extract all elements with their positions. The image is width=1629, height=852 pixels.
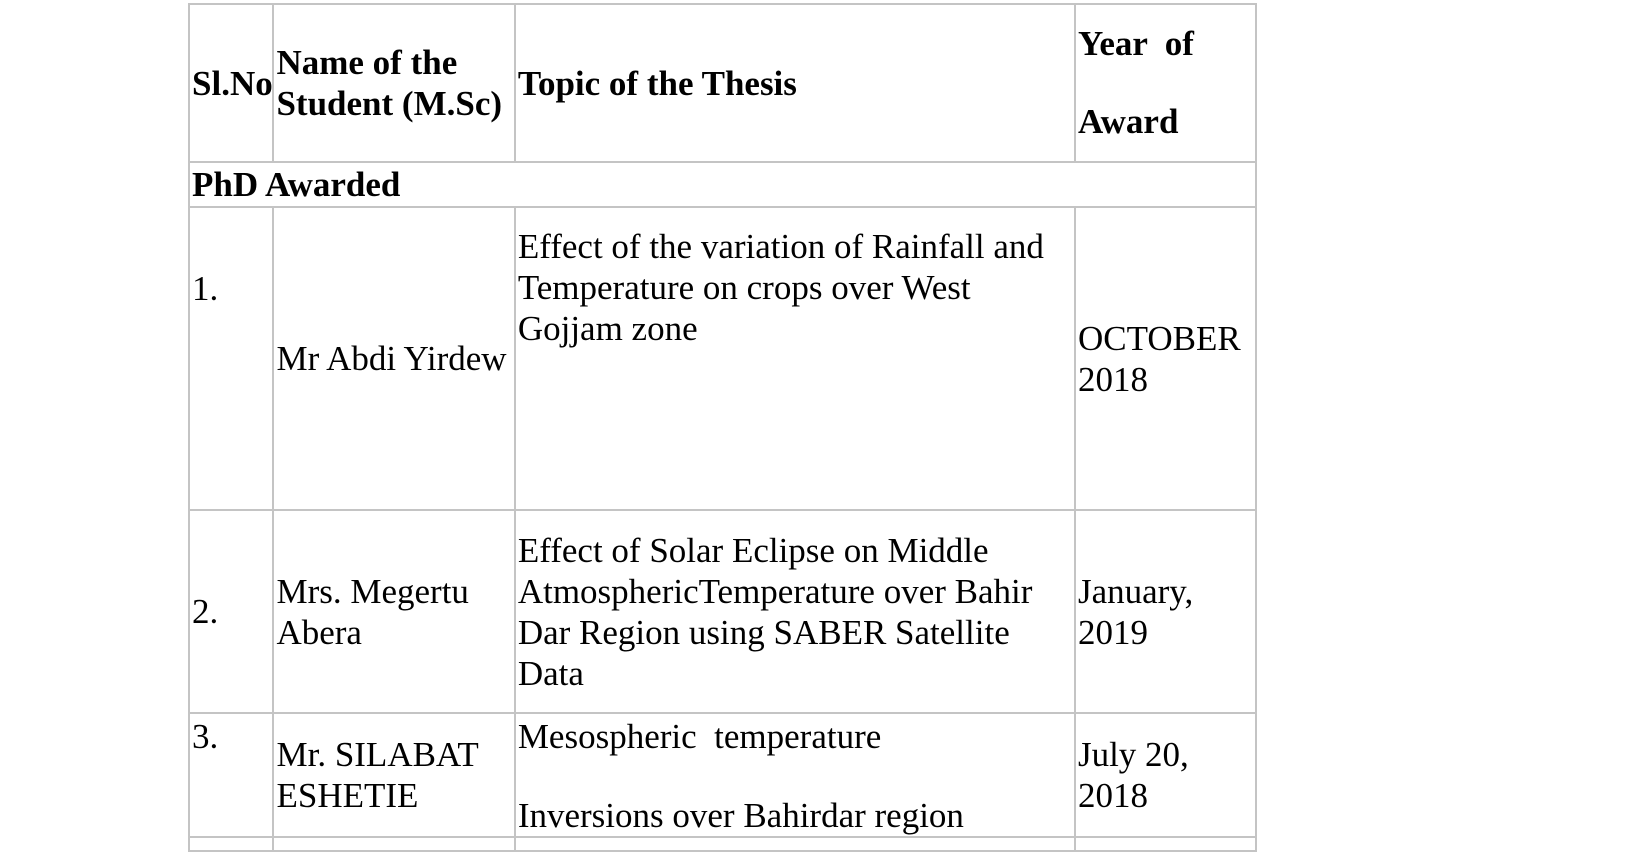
header-year-line2: Award [1077,102,1179,141]
row-student-name [273,713,514,837]
row-student-name-text: Mr Abdi Yirdew [276,339,507,378]
header-year-line1: Year of [1077,24,1194,63]
row-year-text: July 20, 2018 [1077,735,1189,815]
header-topic-text: Topic of the Thesis [517,63,797,103]
section-title-cell [189,162,1256,207]
row-empty-cell [515,837,1075,851]
header-slno [189,4,273,162]
row-topic-line2: Inversions over Bahirdar region [517,796,964,835]
header-slno-text: Sl.No [192,63,273,103]
row-topic-text: Effect of the variation of Rainfall and Temperature on crops over West Gojjam zone [517,227,1044,348]
row-slno-text: 3. [192,717,219,756]
thesis-awards-table [188,3,1257,852]
header-topic [515,4,1075,162]
row-slno [189,207,273,510]
header-student-name [273,4,514,162]
table-header-row [189,4,1256,162]
table-row [189,510,1256,713]
row-year-text: OCTOBER 2018 [1077,318,1241,399]
row-student-name [273,207,514,510]
row-slno [189,510,273,713]
header-name-line2: Student (M.Sc) [276,84,503,123]
row-topic [515,207,1075,510]
row-topic [515,713,1075,837]
row-slno-text: 1. [192,269,219,308]
row-slno [189,713,273,837]
row-year [1075,510,1256,713]
row-student-name-text: Mr. SILABAT ESHETIE [276,735,479,815]
row-slno-text: 2. [192,592,219,631]
row-empty-cell [189,837,273,851]
row-topic [515,510,1075,713]
table-row [189,713,1256,837]
section-row-phd-awarded [189,162,1256,207]
header-year [1075,4,1256,162]
row-topic-line1: Mesospheric temperature [517,717,882,756]
section-title: PhD Awarded [192,165,401,204]
row-year [1075,207,1256,510]
table-row-partial [189,837,1256,851]
row-year [1075,713,1256,837]
table-row [189,207,1256,510]
row-empty-cell [273,837,514,851]
row-student-name [273,510,514,713]
row-empty-cell [1075,837,1256,851]
row-topic-text: Effect of Solar Eclipse on Middle AtmosphericTemperature over Bahir Dar Region using SABER Satellite Data [517,530,1033,693]
row-year-text: January, 2019 [1077,571,1194,652]
row-student-name-text: Mrs. Megertu Abera [276,571,469,652]
header-name-line1: Name of the [276,43,458,82]
